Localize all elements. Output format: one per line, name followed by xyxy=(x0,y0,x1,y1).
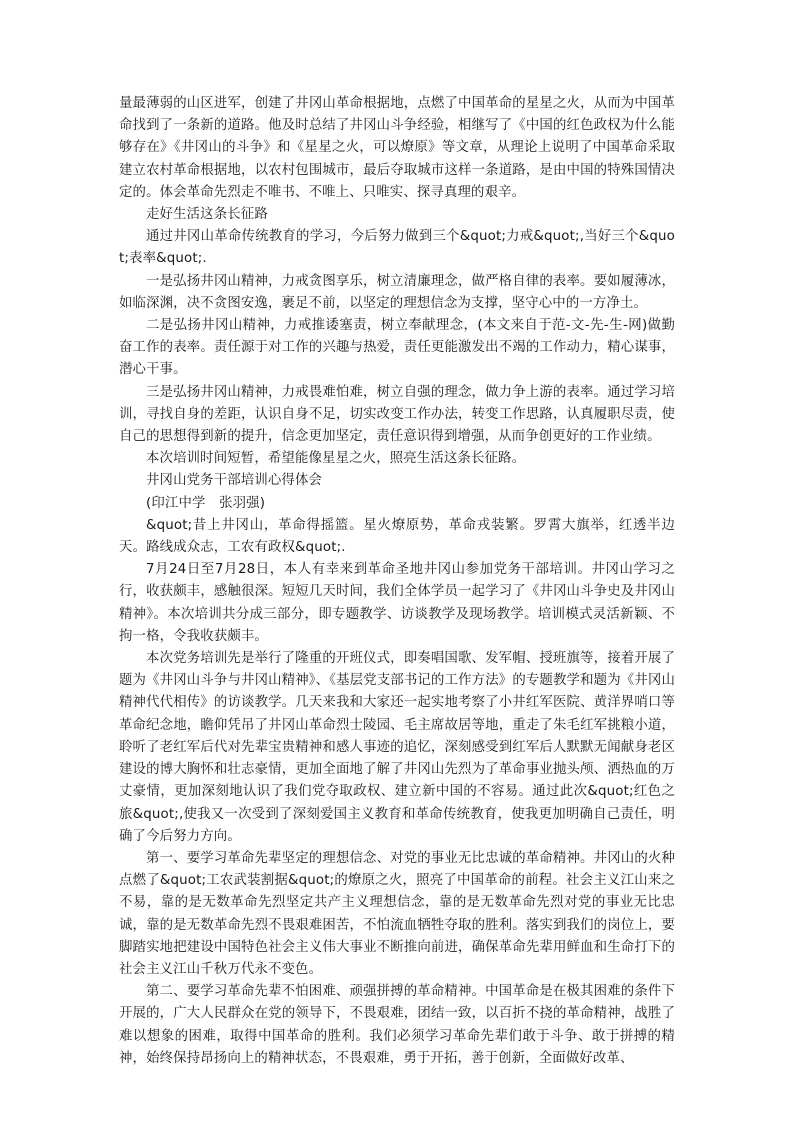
paragraph-second-lesson: 第二、要学习革命先辈不怕困难、顽强拼搏的革命精神。中国革命是在极其困难的条件下开展的，广大人民群众在党的领导下，不畏艰难，团结一致，以百折不挠的革命精神，战胜了难以想象的困难，取得中国革命的胜利。我们必须学习革命先辈们敢于斗争、敢于拼搏的精神，始终保持昂扬向上的精神状态，不畏艰难，勇于开拓，善于创新，全面做好改革、 xyxy=(119,984,675,1066)
paragraph-training-dates: 7月24日至7月28日，本人有幸来到革命圣地井冈山参加党务干部培训。井冈山学习之行，收获颇丰，感触很深。短短几天时间，我们全体学员一起学习了《井冈山斗争史及井冈山精神》。本次培训共分成三部分，即专题教学、访谈教学及现场教学。培训模式灵活新颖、不拘一格，令我收获颇丰。 xyxy=(119,562,675,644)
document-page xyxy=(119,93,675,1070)
article-title: 井冈山党务干部培训心得体会 xyxy=(146,473,323,489)
article-author: (印江中学 张羽强) xyxy=(146,495,266,511)
paragraph-point-one: 一是弘扬井冈山精神，力戒贪图享乐，树立清廉理念，做严格自律的表率。要如履薄冰，如临深渊，决不贪图安逸，裹足不前，以坚定的理想信念为支撑，坚守心中的一方净土。 xyxy=(119,273,675,311)
paragraph-intro: 量最薄弱的山区进军，创建了井冈山革命根据地，点燃了中国革命的星星之火，从而为中国革命找到了一条新的道路。他及时总结了井冈山斗争经验，相继写了《中国的红色政权为什么能够存在》《井冈山的斗争》和《星星之火，可以燎原》等文章，从理论上说明了中国革命采取建立农村革命根据地，以农村包围城市，最后夺取城市这样一条道路，是由中国的特殊国情决定的。体会革命先烈走不唯书、不唯上、只唯实、探寻真理的艰辛。 xyxy=(119,96,675,200)
paragraph-point-two: 二是弘扬井冈山精神，力戒推诿塞责，树立奉献理念，(本文来自于范-文-先-生-网)做勤奋工作的表率。责任源于对工作的兴趣与热爱，责任更能激发出不竭的工作动力，精心谋事，潜心干事。 xyxy=(119,318,675,378)
section-heading-long-march: 走好生活这条长征路 xyxy=(146,207,268,223)
paragraph-point-three: 三是弘扬井冈山精神，力戒畏难怕难，树立自强的理念，做力争上游的表率。通过学习培训，寻找自身的差距，认识自身不足，切实改变工作办法，转变工作思路，认真履职尽责，使自己的思想得到新的提升，信念更加坚定，责任意识得到增强，从而争创更好的工作业绩。 xyxy=(119,384,675,445)
paragraph-closing: 本次培训时间短暂，希望能像星星之火，照亮生活这条长征路。 xyxy=(146,451,526,467)
paragraph-poem: &quot;昔上井冈山，革命得摇篮。星火燎原势，革命戎装繁。罗霄大旗举，红透半边天。路线成众志，工农有政权&quot;. xyxy=(119,517,675,556)
paragraph-three-abstain: 通过井冈山革命传统教育的学习，今后努力做到三个&quot;力戒&quot;,当好三个&quot;表率&quot;. xyxy=(119,229,675,267)
paragraph-first-lesson: 第一、要学习革命先辈坚定的理想信念、对党的事业无比忠诚的革命精神。井冈山的火种点燃了&quot;工农武装割据&quot;的燎原之火，照亮了中国革命的前程。社会主义江山来之不易，靠的是无数革命先烈坚定共产主义理想信念，靠的是无数革命先烈对党的事业无比忠诚，靠的是无数革命先烈不畏艰难困苦，不怕流血牺牲夺取的胜利。落实到我们的岗位上，要脚踏实地把建设中国特色社会主义伟大事业不断推向前进，确保革命先辈用鲜血和生命打下的社会主义江山千秋万代永不变色。 xyxy=(119,850,675,977)
paragraph-training-content: 本次党务培训先是举行了隆重的开班仪式，即奏唱国歌、发军帽、授班旗等，接着开展了题为《井冈山斗争与井冈山精神》、《基层党支部书记的工作方法》的专题教学和题为《井冈山精神代代相传》的访谈教学。几天来我和大家还一起实地考察了小井红军医院、黄洋界哨口等革命纪念地，瞻仰凭吊了井冈山革命烈士陵园、毛主席故居等地，重走了朱毛红军挑粮小道，聆听了老红军后代对先辈宝贵精神和感人事迹的追忆，深刻感受到红军后人默默无闻献身老区建设的博大胸怀和壮志豪情，更加全面地了解了井冈山先烈为了革命事业抛头颅、洒热血的万丈豪情，更加深刻地认识了我们党夺取政权、建立新中国的不容易。通过此次&quot;红色之旅&quot;,使我又一次受到了深刻爱国主义教育和革命传统教育，使我更加明确自己责任，明确了今后努力方向。 xyxy=(119,651,675,844)
